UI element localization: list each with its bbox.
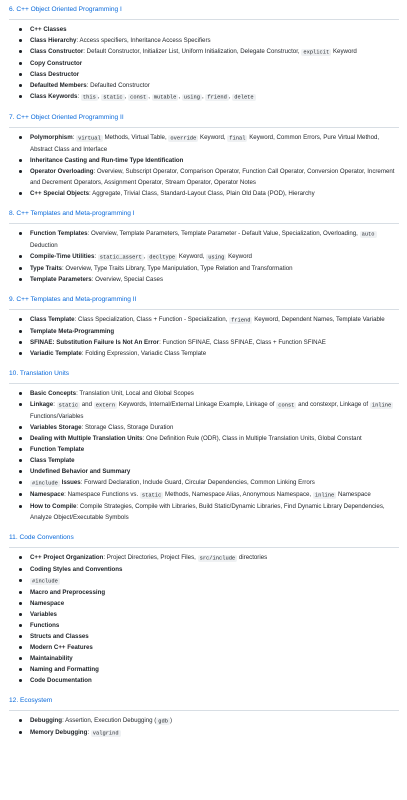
inline-code: static xyxy=(103,94,123,100)
list-item: Compile-Time Utilities: static_assert , decltype Keyword, using Keyword xyxy=(30,251,399,263)
inline-code: decltype xyxy=(149,254,176,260)
list-item: Defaulted Members: Defaulted Constructor xyxy=(30,80,399,91)
list-item xyxy=(30,664,399,675)
list-item xyxy=(30,609,399,620)
list-item xyxy=(30,455,399,466)
item-label: Variadic Template xyxy=(30,350,82,357)
list-item: How to Compile: Compile Strategies, Compile with Libraries, Build Static/Dynamic Libraries, Find Dynamic Library Dependencies, Analyze Object/Executable Symbols xyxy=(30,501,399,523)
list-item: Memory Debugging: valgrind xyxy=(30,727,399,739)
inline-code: friend xyxy=(207,94,227,100)
item-label: How to Compile xyxy=(30,503,77,510)
list-item xyxy=(30,444,399,455)
item-label: Template Meta-Programming xyxy=(30,328,115,335)
inline-code: extern xyxy=(95,402,116,408)
list-item xyxy=(30,155,399,166)
list-item: Polymorphism: virtual Methods, Virtual Table, override Keyword, final Keyword, Common Errors, Pure Virtual Method, Abstract Class and Interface xyxy=(30,132,399,155)
item-text: Namespace Functions vs. xyxy=(67,491,140,498)
list-item xyxy=(30,620,399,631)
section-list xyxy=(9,552,399,686)
section-list xyxy=(9,24,399,103)
item-text: Function SFINAE, Class SFINAE, Class + Function SFINAE xyxy=(162,339,326,346)
item-label: Dealing with Multiple Translation Units xyxy=(30,435,143,442)
item-label: Type Traits xyxy=(30,265,62,272)
item-label: Compile-Time Utilities xyxy=(30,253,95,260)
item-text: Keyword, xyxy=(198,134,228,141)
section-heading-2[interactable]: 7. C++ Object Oriented Programming II xyxy=(9,110,399,128)
item-text: Overview, Special Cases xyxy=(95,276,164,283)
item-text: Assertion, Execution Debugging ( xyxy=(65,717,157,724)
section-list xyxy=(9,388,399,523)
list-item: C++ Special Objects: Aggregate, Trivial Class, Standard-Layout Class, Plain Old Data (POD), Hierarchy xyxy=(30,188,399,199)
list-item: #include Issues: Forward Declaration, Include Guard, Circular Dependencies, Common Linking Errors xyxy=(30,477,399,489)
list-item: Dealing with Multiple Translation Units: One Definition Rule (ODR), Class in Multiple Translation Units, Global Constant xyxy=(30,433,399,444)
item-text: Storage Class, Storage Duration xyxy=(84,424,174,431)
item-label: Undefined Behavior and Summary xyxy=(30,468,131,475)
item-label: Macro and Preprocessing xyxy=(30,589,106,596)
item-label: Class Template xyxy=(30,316,75,323)
list-item: Class Hierarchy: Access specifiers, Inheritance Access Specifiers xyxy=(30,35,399,46)
item-label: Class Destructor xyxy=(30,71,80,78)
item-label: Memory Debugging xyxy=(30,729,88,736)
inline-code: gdb xyxy=(158,718,168,724)
list-item: Class Template: Class Specialization, Class + Function - Specialization, friend Keyword, Dependent Names, Template Variable xyxy=(30,314,399,326)
item-label: SFINAE: Substitution Failure Is Not An Error xyxy=(30,339,160,346)
inline-code: using xyxy=(183,94,200,100)
item-text: Defaulted Constructor xyxy=(90,82,150,89)
item-text: ) xyxy=(170,717,173,724)
list-item xyxy=(30,675,399,686)
item-text: , xyxy=(201,93,206,100)
item-text: Class Specialization, Class + Function - Specialization, xyxy=(78,316,230,323)
list-item xyxy=(30,642,399,653)
section-list xyxy=(9,715,399,739)
item-label: Class Hierarchy xyxy=(30,37,77,44)
item-text: , xyxy=(228,93,233,100)
item-label: Template Parameters xyxy=(30,276,92,283)
item-text: Overview, Template Parameters, Template Parameter - Default Value, Specialization, Overloading, xyxy=(90,230,360,237)
inline-code: friend xyxy=(231,317,251,323)
item-label: Variables xyxy=(30,611,57,618)
item-text: Methods, Namespace Alias, Anonymous Namespace, xyxy=(163,491,313,498)
item-text: One Definition Rule (ODR), Class in Multiple Translation Units, Global Constant xyxy=(146,435,362,442)
item-text: Keyword xyxy=(226,253,252,260)
list-item: Type Traits: Overview, Type Traits Library, Type Manipulation, Type Relation and Transformation xyxy=(30,263,399,274)
item-label: Variables Storage xyxy=(30,424,82,431)
inline-code: using xyxy=(208,254,225,260)
item-label: Basic Concepts xyxy=(30,390,77,397)
section-heading-5[interactable]: 10. Translation Units xyxy=(9,366,399,384)
item-text: Deduction xyxy=(30,242,58,249)
item-label: Polymorphism xyxy=(30,134,73,141)
list-item: Variadic Template: Folding Expression, Variadic Class Template xyxy=(30,348,399,359)
item-label: Linkage xyxy=(30,401,54,408)
section-list xyxy=(9,132,399,199)
list-item xyxy=(30,575,399,587)
inline-code: mutable xyxy=(153,94,177,100)
item-label: Namespace xyxy=(30,600,65,607)
list-item: SFINAE: Substitution Failure Is Not An Error: Function SFINAE, Class SFINAE, Class + Function SFINAE xyxy=(30,337,399,348)
list-item: Linkage: static and extern Keywords, Internal/External Linkage Example, Linkage of const and constexpr, Linkage of inline Functions/Variables xyxy=(30,399,399,422)
inline-code: final xyxy=(229,135,246,141)
item-text: Access specifiers, Inheritance Access Specifiers xyxy=(79,37,211,44)
inline-code: src/include xyxy=(199,555,236,561)
item-text: Functions/Variables xyxy=(30,413,84,420)
item-text: Aggregate, Trivial Class, Standard-Layout Class, Plain Old Data (POD), Hierarchy xyxy=(92,190,315,197)
inline-code: auto xyxy=(361,231,375,237)
item-text: Default Constructor, Initializer List, Uniform Initialization, Delegate Constructor, xyxy=(86,48,302,55)
inline-code: this xyxy=(82,94,96,100)
list-item: Basic Concepts: Translation Unit, Local and Global Scopes xyxy=(30,388,399,399)
item-text: Compile Strategies, Compile with Libraries, Build Static/Dynamic Libraries, Find Dynamic Library Dependencies, Analyze Object/Executable Symbols xyxy=(30,503,385,521)
list-item: Class Keywords: this , static , const , mutable , using , friend , delete xyxy=(30,91,399,103)
item-label: Code Documentation xyxy=(30,677,92,684)
list-item: Function Templates: Overview, Template Parameters, Template Parameter - Default Value, Specialization, Overloading, auto Deduction xyxy=(30,228,399,251)
item-label: Maintainability xyxy=(30,655,73,662)
list-item xyxy=(30,598,399,609)
list-item: Class Constructor: Default Constructor, Initializer List, Uniform Initialization, Delegate Constructor, explicit Keyword xyxy=(30,46,399,58)
item-text: , xyxy=(148,93,152,100)
item-label: Issues xyxy=(61,479,81,486)
list-item xyxy=(30,564,399,575)
item-label: C++ Special Objects xyxy=(30,190,90,197)
list-item: C++ Project Organization: Project Directories, Project Files, src/include directories xyxy=(30,552,399,564)
inline-code: static xyxy=(141,492,162,498)
inline-code: static_assert xyxy=(99,254,142,260)
item-label: Coding Styles and Conventions xyxy=(30,566,123,573)
inline-code: delete xyxy=(234,94,254,100)
item-text: Namespace xyxy=(336,491,371,498)
item-label: Modern C++ Features xyxy=(30,644,93,651)
item-text: Overview, Subscript Operator, Comparison Operator, Function Call Operator, Conversion Operator, Increment and Decrement Operators, Assignment Operator, Stream Operator, Operator Notes xyxy=(30,168,395,186)
section-heading-6[interactable]: 11. Code Conventions xyxy=(9,530,399,548)
list-item xyxy=(30,466,399,477)
list-item xyxy=(30,631,399,642)
list-item xyxy=(30,326,399,337)
item-label: Class Template xyxy=(30,457,75,464)
item-text: , xyxy=(143,253,148,260)
list-item xyxy=(30,653,399,664)
inline-code: inline xyxy=(371,402,392,408)
item-text: Methods, Virtual Table, xyxy=(102,134,169,141)
section-heading-4[interactable]: 9. C++ Templates and Meta-programming II xyxy=(9,292,399,310)
item-label: C++ Classes xyxy=(30,26,67,33)
inline-code: explicit xyxy=(303,49,330,55)
item-label: Function Template xyxy=(30,446,85,453)
item-text: and xyxy=(80,401,94,408)
item-text: Keywords, Internal/External Linkage Example, Linkage of xyxy=(117,401,277,408)
inline-code: const xyxy=(130,94,147,100)
item-label: Operator Overloading xyxy=(30,168,94,175)
section-heading-1[interactable]: 6. C++ Object Oriented Programming I xyxy=(9,2,399,20)
item-text: Folding Expression, Variadic Class Template xyxy=(85,350,207,357)
item-text: Keyword xyxy=(331,48,357,55)
inline-code: valgrind xyxy=(92,730,119,736)
list-item: Namespace: Namespace Functions vs. static Methods, Namespace Alias, Anonymous Namespace, inline Namespace xyxy=(30,489,399,501)
item-text: Translation Unit, Local and Global Scopes xyxy=(79,390,194,397)
section-heading-3[interactable]: 8. C++ Templates and Meta-programming I xyxy=(9,206,399,224)
inline-code: #include xyxy=(32,480,58,486)
item-label: Debugging xyxy=(30,717,63,724)
inline-code: virtual xyxy=(78,135,101,141)
item-label: Inheritance Casting and Run-time Type Identification xyxy=(30,157,184,164)
item-text: directories xyxy=(237,554,268,561)
item-text: , xyxy=(124,93,129,100)
section-heading-7[interactable]: 12. Ecosystem xyxy=(9,693,399,711)
section-list xyxy=(9,228,399,285)
item-text: Project Directories, Project Files, xyxy=(106,554,198,561)
inline-code: inline xyxy=(314,492,335,498)
list-item: Debugging: Assertion, Execution Debugging ( gdb ) xyxy=(30,715,399,727)
item-label: Namespace xyxy=(30,491,65,498)
item-text: Keyword, Common Errors, Pure Virtual Method, Abstract Class and Interface xyxy=(30,134,380,153)
item-label: Copy Constructor xyxy=(30,60,83,67)
item-label: Class Keywords xyxy=(30,93,78,100)
item-label: Class Constructor xyxy=(30,48,84,55)
item-label: Functions xyxy=(30,622,60,629)
item-text: Forward Declaration, Include Guard, Circular Dependencies, Common Linking Errors xyxy=(84,479,315,486)
list-item xyxy=(30,69,399,80)
inline-code: override xyxy=(170,135,197,141)
list-item xyxy=(30,587,399,598)
item-label: Structs and Classes xyxy=(30,633,89,640)
item-label: C++ Project Organization xyxy=(30,554,104,561)
item-text: , xyxy=(97,93,102,100)
item-text: Keyword, Dependent Names, Template Variable xyxy=(252,316,385,323)
list-item: Operator Overloading: Overview, Subscript Operator, Comparison Operator, Function Call Operator, Conversion Operator, Increment and Decrement Operators, Assignment Operator, Stream Operator, Operator Notes xyxy=(30,166,399,188)
inline-code: const xyxy=(278,402,295,408)
item-label: Function Templates xyxy=(30,230,88,237)
item-text: Overview, Type Traits Library, Type Manipulation, Type Relation and Transformation xyxy=(65,265,293,272)
item-text: Keyword, xyxy=(177,253,207,260)
inline-code: #include xyxy=(32,578,58,584)
item-text: , xyxy=(178,93,182,100)
list-item: Template Parameters: Overview, Special Cases xyxy=(30,274,399,285)
item-label: Naming and Formatting xyxy=(30,666,99,673)
inline-code: static xyxy=(58,402,79,408)
list-item xyxy=(30,58,399,69)
section-list xyxy=(9,314,399,359)
item-text: and constexpr, Linkage of xyxy=(296,401,370,408)
item-label: Defaulted Members xyxy=(30,82,87,89)
list-item xyxy=(30,24,399,35)
list-item: Variables Storage: Storage Class, Storage Duration xyxy=(30,422,399,433)
